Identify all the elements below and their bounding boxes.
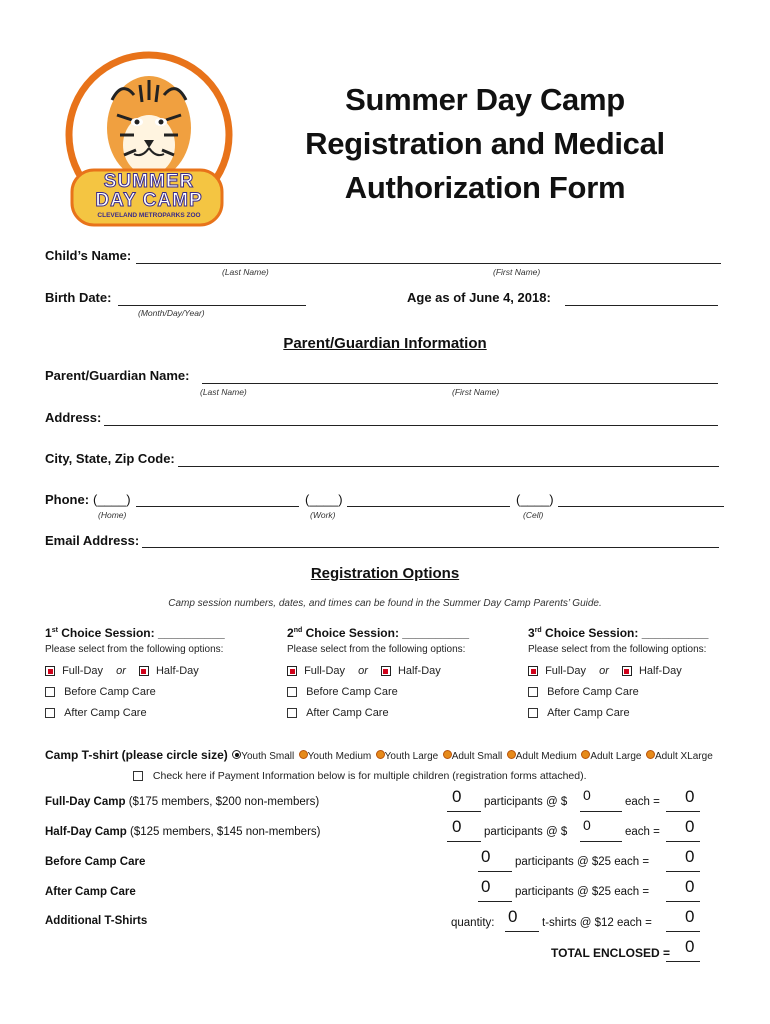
multi-children-checkbox[interactable] [133,771,143,781]
choice-1-after-row [45,707,275,719]
full-day-price-note: ($175 members, $200 non-members) [125,796,320,808]
choice-3-or: or [599,665,609,677]
form-title [280,78,690,210]
after-care-participants-text: participants @ $25 each = [515,886,650,898]
multi-children-label: Check here if Payment Information below is for multiple children (registration forms attached). [152,770,587,782]
full-day-participants-value: 0 [452,787,462,806]
choice-2-full-day-checkbox[interactable] [287,666,297,676]
payment-row-full-day [45,796,319,808]
choice-1-day-row [45,665,275,677]
full-day-label: Full-Day Camp [45,796,126,808]
before-care-participants-text: participants @ $25 each = [515,856,650,868]
title-line-3: Authorization Form [344,170,626,205]
choice-2-after-care-checkbox[interactable] [287,708,297,718]
multi-children-row [133,770,587,782]
birth-date-field[interactable] [118,305,306,306]
choice-2-before-row [287,686,517,698]
choice-2-after-care-label: After Camp Care [306,707,389,719]
child-last-hint: (Last Name) [222,267,269,277]
after-care-total-field[interactable] [666,901,700,902]
half-day-total-field[interactable] [666,841,700,842]
before-care-total-field[interactable] [666,871,700,872]
choice-2-after-row [287,707,517,719]
half-day-label: Half-Day Camp [45,826,127,838]
tshirt-quantity-field[interactable] [505,931,539,932]
total-enclosed-value: 0 [685,937,695,956]
after-care-total-value: 0 [685,877,695,896]
choice-1-before-row [45,686,275,698]
tshirt-youth-medium-radio[interactable] [299,750,308,759]
choice-column-3 [528,626,758,719]
choice-2-half-day-label: Half-Day [397,665,441,677]
payment-row-after-care [45,886,136,898]
age-label: Age as of June 4, 2018: [407,290,551,305]
choice-3-title [528,626,758,640]
choice-3-ordinal: 3 [528,626,535,640]
tshirt-adult-xlarge-radio[interactable] [646,750,655,759]
choice-2-half-day-checkbox[interactable] [381,666,391,676]
tshirt-total-field[interactable] [666,931,700,932]
choice-2-label: Choice Session: __________ [302,626,470,640]
choice-1-after-care-checkbox[interactable] [45,708,55,718]
title-line-2: Registration and Medical [305,126,665,161]
address-label: Address: [45,410,102,425]
full-day-total-field[interactable] [666,811,700,812]
choice-1-before-care-label: Before Camp Care [64,686,156,698]
after-care-participants-value: 0 [481,877,491,896]
phone-cell-hint: (Cell) [523,510,544,520]
half-day-price-field[interactable] [580,841,622,842]
choice-column-1 [45,626,275,719]
choice-1-full-day-checkbox[interactable] [45,666,55,676]
tshirt-quantity-label: quantity: [451,917,495,929]
phone-work-area[interactable]: (____) [305,492,343,507]
tshirt-adult-medium-label: Adult Medium [515,751,577,762]
tshirt-youth-medium-label: Youth Medium [307,751,372,762]
half-day-participants-value: 0 [452,817,462,836]
child-first-hint: (First Name) [493,267,541,277]
phone-home-hint: (Home) [98,510,127,520]
choice-1-label: Choice Session: __________ [57,626,225,640]
before-care-total-value: 0 [685,847,695,866]
choice-3-after-care-label: After Camp Care [547,707,630,719]
choice-3-full-day-label: Full-Day [545,665,587,677]
title-line-1: Summer Day Camp [345,82,625,117]
before-care-participants-value: 0 [481,847,491,866]
tshirt-quantity-value: 0 [508,907,518,926]
choice-3-after-row [528,707,758,719]
tshirt-total-value: 0 [685,907,695,926]
tshirt-price-text: t-shirts @ $12 each = [542,917,652,929]
choice-column-2 [287,626,517,719]
choice-3-half-day-checkbox[interactable] [622,666,632,676]
total-enclosed-label: TOTAL ENCLOSED = [551,946,671,960]
full-day-price-value: 0 [583,787,591,803]
total-enclosed-field[interactable] [666,961,700,962]
choice-2-full-day-label: Full-Day [304,665,346,677]
email-field[interactable] [142,547,719,548]
choice-3-day-row [528,665,758,677]
choice-3-label: Choice Session: __________ [541,626,709,640]
tshirt-adult-xlarge-label: Adult XLarge [654,751,713,762]
birth-date-hint: (Month/Day/Year) [138,308,205,318]
address-field[interactable] [104,425,718,426]
half-day-each-text: each = [625,826,660,838]
city-state-zip-field[interactable] [178,466,719,467]
tshirt-adult-medium-radio[interactable] [507,750,516,759]
after-care-participants-field[interactable] [478,901,512,902]
choice-2-ordinal: 2 [287,626,294,640]
choice-1-before-care-checkbox[interactable] [45,687,55,697]
tshirt-youth-large-radio[interactable] [376,750,385,759]
half-day-total-value: 0 [685,817,695,836]
registration-note: Camp session numbers, dates, and times can be found in the Summer Day Camp Parents’ Guide. [168,598,602,609]
choice-2-before-care-label: Before Camp Care [306,686,398,698]
choice-2-title [287,626,517,640]
choice-3-before-care-label: Before Camp Care [547,686,639,698]
choice-1-sup: st [51,627,58,634]
parent-name-label: Parent/Guardian Name: [45,368,190,383]
phone-label: Phone: [45,492,90,507]
phone-home-area[interactable]: (____) [93,492,131,507]
choice-3-after-care-checkbox[interactable] [528,708,538,718]
choice-3-before-care-checkbox[interactable] [528,687,538,697]
choice-2-or: or [358,665,368,677]
choice-2-hint: Please select from the following options: [287,644,466,655]
tshirt-adult-large-label: Adult Large [590,751,642,762]
tshirt-row [45,746,745,764]
choice-1-or: or [116,665,126,677]
tshirt-youth-small-radio[interactable] [232,750,241,759]
choice-3-half-day-label: Half-Day [638,665,682,677]
email-label: Email Address: [45,533,140,548]
choice-1-hint: Please select from the following options: [45,644,224,655]
choice-3-sup: rd [534,627,542,634]
parent-section-heading: Parent/Guardian Information [283,335,487,352]
half-day-participants-field[interactable] [447,841,481,842]
logo-text-subtitle: CLEVELAND METROPARKS ZOO [97,212,201,219]
phone-work-field[interactable] [347,506,510,507]
half-day-price-value: 0 [583,817,591,833]
tshirt-youth-small-label: Youth Small [241,751,295,762]
phone-work-hint: (Work) [310,510,336,520]
after-care-label: After Camp Care [45,886,136,898]
parent-name-field[interactable] [202,383,718,384]
full-day-participants-field[interactable] [447,811,481,812]
city-state-zip-label: City, State, Zip Code: [45,451,175,466]
camp-logo [62,40,237,240]
full-day-participants-text: participants @ $ [484,796,568,808]
choice-1-half-day-label: Half-Day [155,665,199,677]
additional-tshirts-label: Additional T-Shirts [45,915,148,927]
tshirt-youth-large-label: Youth Large [384,751,439,762]
full-day-each-text: each = [625,796,660,808]
choice-1-ordinal: 1 [45,626,52,640]
registration-heading: Registration Options [310,565,460,582]
tshirt-adult-small-label: Adult Small [451,751,503,762]
child-name-label: Child’s Name: [45,248,132,263]
choice-1-title [45,626,275,640]
age-field[interactable] [565,305,718,306]
tshirt-adult-small-radio[interactable] [443,750,452,759]
choice-1-half-day-checkbox[interactable] [139,666,149,676]
tshirt-adult-large-radio[interactable] [581,750,590,759]
half-day-participants-text: participants @ $ [484,826,568,838]
before-care-participants-field[interactable] [478,871,512,872]
choice-2-sup: nd [293,627,303,634]
choice-2-day-row [287,665,517,677]
tshirt-label: Camp T-shirt (please circle size) [45,748,228,762]
choice-2-before-care-checkbox[interactable] [287,687,297,697]
logo-text-day-camp: DAY CAMP [95,190,203,211]
choice-1-after-care-label: After Camp Care [64,707,147,719]
parent-first-hint: (First Name) [452,387,500,397]
phone-home-field[interactable] [136,506,299,507]
full-day-total-value: 0 [685,787,695,806]
full-day-price-field[interactable] [580,811,622,812]
birth-date-label: Birth Date: [45,290,112,305]
choice-3-full-day-checkbox[interactable] [528,666,538,676]
choice-1-full-day-label: Full-Day [62,665,104,677]
half-day-price-note: ($125 members, $145 non-members) [126,826,321,838]
child-name-field[interactable] [136,263,721,264]
payment-row-tshirts [45,915,147,927]
choice-3-before-row [528,686,758,698]
before-care-label: Before Camp Care [45,856,146,868]
phone-cell-field[interactable] [558,506,724,507]
payment-row-before-care [45,856,145,868]
payment-row-half-day [45,826,320,838]
choice-3-hint: Please select from the following options: [528,644,707,655]
parent-last-hint: (Last Name) [200,387,247,397]
logo-text-summer: SUMMER [103,171,195,192]
phone-cell-area[interactable]: (____) [516,492,554,507]
